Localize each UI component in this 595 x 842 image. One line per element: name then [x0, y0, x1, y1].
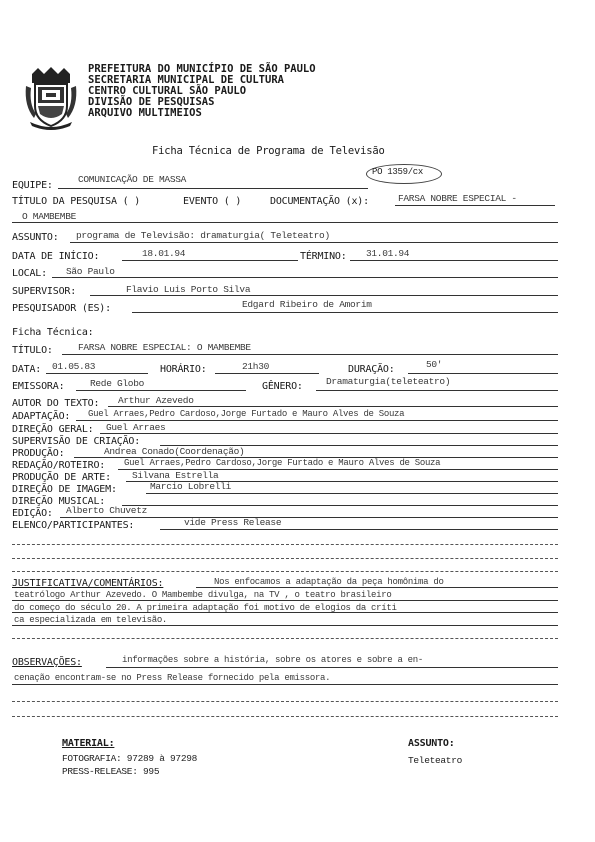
adaptacao-value: Guel Arraes,Pedro Cardoso,Jorge Furtado e Mauro Alves de Souza: [88, 409, 405, 419]
producao-value: Andrea Conado(Coordenação): [104, 446, 245, 457]
duracao-value: 50': [426, 359, 443, 370]
local-label: LOCAL:: [12, 268, 47, 279]
assunto-value: programa de Televisão: dramaturgia( Teleteatro): [76, 230, 330, 241]
supervisor-label: SUPERVISOR:: [12, 286, 77, 297]
autor-label: AUTOR DO TEXTO:: [12, 398, 100, 409]
observacoes-label: OBSERVAÇÕES:: [12, 657, 82, 668]
direcao-musical-label: DIREÇÃO MUSICAL:: [12, 496, 106, 507]
assunto-footer-label: ASSUNTO:: [408, 738, 455, 749]
data-value: 01.05.83: [52, 361, 96, 372]
producao-arte-value: Silvana Estrella: [132, 470, 219, 481]
observacoes-line-2: cenação encontram-se no Press Release fornecido pela emissora.: [14, 673, 331, 683]
header-line-5: ARQUIVO MULTIMEIOS: [88, 107, 202, 119]
direcao-imagem-value: Marcio Lobrelli: [150, 481, 232, 492]
evento-label: EVENTO ( ): [183, 196, 242, 207]
elenco-label: ELENCO/PARTICIPANTES:: [12, 520, 135, 531]
documentacao-label: DOCUMENTAÇÃO (x):: [270, 196, 369, 207]
termino-value: 31.01.94: [366, 248, 410, 259]
justificativa-label: JUSTIFICATIVA/COMENTÁRIOS:: [12, 578, 164, 589]
supervisao-criacao-label: SUPERVISÃO DE CRIAÇÃO:: [12, 436, 141, 447]
header-line-2: SECRETARIA MUNICIPAL DE CULTURA: [88, 74, 284, 86]
redacao-roteiro-value: Guel Arraes,Pedro Cardoso,Jorge Furtado e Mauro Alves de Souza: [124, 458, 441, 468]
coat-of-arms-icon: [24, 66, 78, 130]
equipe-label: EQUIPE:: [12, 180, 53, 191]
producao-arte-label: PRODUÇÃO DE ARTE:: [12, 472, 111, 483]
material-line-1: FOTOGRAFIA: 97289 à 97298: [62, 753, 198, 764]
header-line-3: CENTRO CULTURAL SÃO PAULO: [88, 85, 247, 97]
redacao-roteiro-label: REDAÇÃO/ROTEIRO:: [12, 460, 106, 471]
justificativa-line-3: do começo do século 20. A primeira adaptação foi motivo de elogios da críti: [14, 603, 397, 613]
material-line-2: PRESS-RELEASE: 995: [62, 766, 160, 777]
equipe-value: COMUNICAÇÃO DE MASSA: [78, 174, 187, 185]
horario-label: HORÁRIO:: [160, 364, 207, 375]
duracao-label: DURAÇÃO:: [348, 364, 395, 375]
form-title: Ficha Técnica de Programa de Televisão: [152, 145, 385, 157]
autor-value: Arthur Azevedo: [118, 395, 194, 406]
edicao-value: Alberto Chuvetz: [66, 505, 148, 516]
header-line-4: DIVISÃO DE PESQUISAS: [88, 96, 215, 108]
titulo-label: TÍTULO:: [12, 345, 53, 356]
ficha-section-label: Ficha Técnica:: [12, 327, 94, 338]
justificativa-line-4: ca especializada em televisão.: [14, 615, 168, 625]
genero-label: GÊNERO:: [262, 381, 303, 392]
documentacao-value: FARSA NOBRE ESPECIAL -: [398, 193, 517, 204]
data-label: DATA:: [12, 364, 42, 375]
supervisor-value: Flavio Luis Porto Silva: [126, 284, 251, 295]
adaptacao-label: ADAPTAÇÃO:: [12, 411, 71, 422]
assunto-footer-value: Teleteatro: [408, 755, 463, 766]
genero-value: Dramaturgia(teleteatro): [326, 376, 451, 387]
direcao-geral-label: DIREÇÃO GERAL:: [12, 424, 94, 435]
data-inicio-label: DATA DE INÍCIO:: [12, 251, 100, 262]
stamp-code: PO 1359/cx: [372, 167, 424, 177]
pesquisador-value: Edgard Ribeiro de Amorim: [242, 299, 372, 310]
local-value: São Paulo: [66, 266, 115, 277]
titulo-value: FARSA NOBRE ESPECIAL: O MAMBEMBE: [78, 342, 251, 353]
edicao-label: EDIÇÃO:: [12, 508, 53, 519]
justificativa-line-1: Nos enfocamos a adaptação da peça homônima do: [214, 577, 444, 587]
assunto-label: ASSUNTO:: [12, 232, 59, 243]
header-line-1: PREFEITURA DO MUNICÍPIO DE SÃO PAULO: [88, 63, 316, 75]
material-label: MATERIAL:: [62, 738, 115, 749]
horario-value: 21h30: [242, 361, 270, 372]
producao-label: PRODUÇÃO:: [12, 448, 65, 459]
data-inicio-value: 18.01.94: [142, 248, 186, 259]
documentacao-value-2: O MAMBEMBE: [22, 211, 77, 222]
direcao-imagem-label: DIREÇÃO DE IMAGEM:: [12, 484, 117, 495]
observacoes-line-1: informações sobre a história, sobre os atores e sobre a en-: [122, 655, 423, 665]
direcao-geral-value: Guel Arraes: [106, 422, 166, 433]
elenco-value: vide Press Release: [184, 517, 282, 528]
pesquisador-label: PESQUISADOR (ES):: [12, 303, 111, 314]
titulo-pesquisa-label: TÍTULO DA PESQUISA ( ): [12, 196, 141, 207]
termino-label: TÉRMINO:: [300, 251, 347, 262]
emissora-label: EMISSORA:: [12, 381, 65, 392]
emissora-value: Rede Globo: [90, 378, 145, 389]
justificativa-line-2: teatrólogo Arthur Azevedo. O Mambembe divulga, na TV , o teatro brasileiro: [14, 590, 392, 600]
